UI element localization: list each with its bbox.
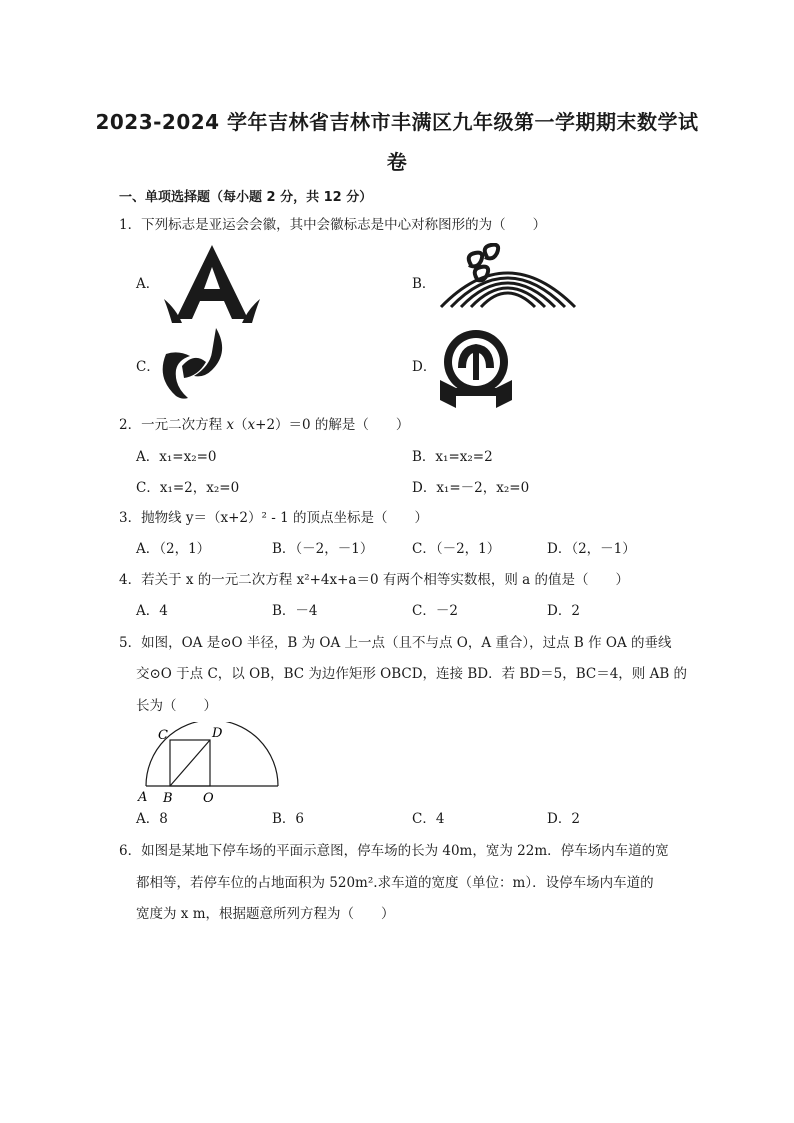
page-title: 2023-2024 学年吉林省吉林市丰满区九年级第一学期期末数学试 bbox=[95, 110, 699, 134]
page-title-continued: 卷 bbox=[386, 150, 408, 174]
q1-option-d-label: D． bbox=[412, 359, 437, 375]
q3-option-c: C．（－2，1） bbox=[412, 541, 501, 557]
figure-label-c: C bbox=[158, 728, 168, 743]
q4-option-c: C．－2 bbox=[412, 603, 458, 619]
figure-diagonal-bd bbox=[170, 740, 210, 786]
q1-option-c-label: C． bbox=[136, 359, 160, 375]
q2-stem-part: 2．一元二次方程 bbox=[119, 417, 227, 433]
q2-option-b: B．x₁=x₂=2 bbox=[412, 449, 493, 465]
q4-option-a: A．4 bbox=[136, 603, 168, 619]
q5-option-c: C．4 bbox=[412, 811, 445, 827]
question-2-stem bbox=[119, 416, 409, 434]
circle-arch-emblem-icon bbox=[436, 328, 518, 410]
q2-var: x bbox=[226, 417, 235, 433]
yin-yang-curve-emblem-icon bbox=[160, 326, 230, 400]
q2-stem-part: （ bbox=[234, 417, 248, 433]
q5-option-a: A．8 bbox=[136, 811, 168, 827]
question-5-stem-line3: 长为（ ） bbox=[136, 698, 217, 714]
figure-label-d: D bbox=[212, 726, 223, 741]
question-4-stem: 4．若关于 x 的一元二次方程 x²+4x+a＝0 有两个相等实数根，则 a 的值是（ ） bbox=[119, 572, 629, 588]
q2-var: x bbox=[247, 417, 256, 433]
q4-option-b: B．－4 bbox=[272, 603, 318, 619]
q1-option-a-label: A． bbox=[136, 276, 160, 292]
question-6-stem-line1: 6．如图是某地下停车场的平面示意图，停车场的长为 40m，宽为 22m．停车场内车道的宽 bbox=[119, 843, 669, 859]
wave-swirl-emblem-icon bbox=[437, 243, 579, 311]
question-5-stem-line1: 5．如图，OA 是⊙O 半径，B 为 OA 上一点（且不与点 O，A 重合），过点 B 作 OA 的垂线 bbox=[119, 635, 672, 651]
geometry-figure bbox=[134, 722, 284, 806]
q4-option-d: D．2 bbox=[547, 603, 580, 619]
q2-option-a: A．x₁=x₂=0 bbox=[136, 449, 217, 465]
q5-option-b: B．6 bbox=[272, 811, 305, 827]
question-6-stem-line2: 都相等，若停车位的占地面积为 520m².求车道的宽度（单位：m）．设停车场内车道的 bbox=[136, 875, 654, 891]
q3-option-d: D．（2，－1） bbox=[547, 541, 636, 557]
q1-option-b-label: B． bbox=[412, 276, 436, 292]
letter-a-emblem-icon bbox=[162, 243, 262, 325]
figure-label-b: B bbox=[163, 791, 173, 806]
q2-option-d: D．x₁=－2，x₂=0 bbox=[412, 480, 530, 496]
question-1-stem: 1．下列标志是亚运会会徽，其中会徽标志是中心对称图形的为（ ） bbox=[119, 217, 547, 233]
q5-option-d: D．2 bbox=[547, 811, 580, 827]
q2-stem-part: +2）＝0 的解是（ ） bbox=[255, 417, 410, 433]
q3-option-b: B．（－2，－1） bbox=[272, 541, 374, 557]
figure-label-a: A bbox=[138, 790, 148, 805]
section-heading: 一、单项选择题（每小题 2 分，共 12 分） bbox=[119, 190, 373, 205]
question-5-stem-line2: 交⊙O 于点 C，以 OB，BC 为边作矩形 OBCD，连接 BD．若 BD＝5，BC＝4，则 AB 的 bbox=[136, 666, 688, 682]
question-3-stem: 3．抛物线 y＝（x+2）² - 1 的顶点坐标是（ ） bbox=[119, 510, 428, 526]
q3-option-a: A．（2，1） bbox=[136, 541, 211, 557]
figure-label-o: O bbox=[203, 791, 214, 806]
question-6-stem-line3: 宽度为 x m，根据题意所列方程为（ ） bbox=[136, 906, 395, 922]
q2-option-c: C．x₁=2，x₂=0 bbox=[136, 480, 240, 496]
